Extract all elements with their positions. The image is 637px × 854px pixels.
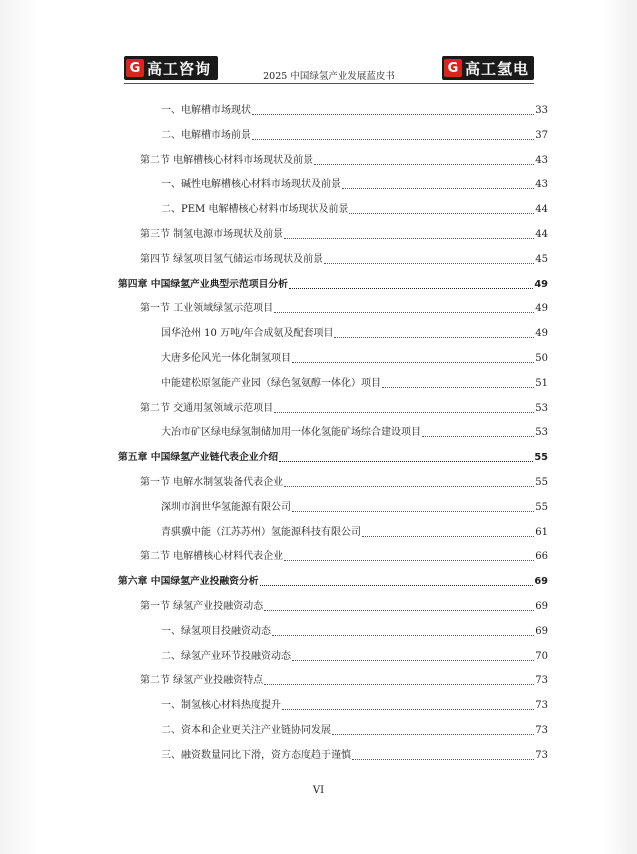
toc-subsection-entry[interactable] bbox=[118, 424, 548, 440]
logo-text: 高工咨询 bbox=[147, 59, 212, 78]
toc-chapter-entry[interactable] bbox=[118, 573, 548, 589]
toc-entry-page: 43 bbox=[535, 179, 548, 191]
toc-subsection-entry[interactable] bbox=[118, 623, 548, 639]
toc-subsection-entry[interactable] bbox=[118, 176, 548, 192]
toc-entry-title: 第二节 电解槽核心材料市场现状及前景 bbox=[140, 154, 314, 166]
toc-section-entry[interactable] bbox=[118, 672, 548, 688]
toc-entry-page: 44 bbox=[535, 229, 548, 240]
toc-entry-title: 第六章 中国绿氢产业投融资分析 bbox=[118, 576, 259, 588]
toc-section-entry[interactable] bbox=[118, 226, 548, 242]
toc-entry-page: 53 bbox=[535, 427, 548, 439]
toc-entry-title: 青骐骥中能（江苏苏州）氢能源科技有限公司 bbox=[161, 526, 361, 538]
toc-leader-dots bbox=[279, 461, 533, 462]
toc-subsection-entry[interactable] bbox=[118, 325, 548, 341]
document-title: 2025 中国绿氢产业发展蓝皮书 bbox=[263, 71, 395, 82]
toc-entry-title: 第二节 绿氢产业投融资特点 bbox=[140, 675, 264, 687]
toc-subsection-entry[interactable] bbox=[118, 747, 548, 763]
toc-section-entry[interactable] bbox=[118, 251, 548, 267]
toc-subsection-entry[interactable] bbox=[118, 201, 548, 217]
toc-entry-page: 61 bbox=[535, 526, 548, 538]
toc-leader-dots bbox=[284, 560, 534, 561]
toc-entry-title: 第二节 电解槽核心材料代表企业 bbox=[140, 551, 284, 563]
toc-section-entry[interactable] bbox=[118, 474, 548, 490]
gaogong-hydrogen-logo bbox=[442, 56, 534, 80]
toc-entry-page: 69 bbox=[534, 576, 548, 588]
toc-leader-dots bbox=[292, 362, 534, 363]
toc-entry-title: 二、资本和企业更关注产业链协同发展 bbox=[161, 725, 331, 736]
toc-subsection-entry[interactable] bbox=[118, 375, 548, 391]
toc-entry-title: 第五章 中国绿氢产业链代表企业介绍 bbox=[118, 452, 279, 464]
toc-entry-page: 55 bbox=[535, 477, 548, 488]
toc-section-entry[interactable] bbox=[118, 300, 548, 316]
toc-entry-page: 50 bbox=[535, 353, 548, 364]
toc-entry-page: 43 bbox=[535, 154, 548, 166]
toc-chapter-entry[interactable] bbox=[118, 449, 548, 465]
toc-leader-dots bbox=[382, 387, 534, 388]
logo-text: 高工氢电 bbox=[465, 59, 530, 78]
toc-entry-title: 第三节 制氢电源市场现状及前景 bbox=[140, 229, 284, 240]
toc-leader-dots bbox=[274, 412, 534, 413]
toc-entry-title: 大冶市矿区绿电绿氢制储加用一体化氢能矿场综合建设项目 bbox=[161, 427, 421, 439]
toc-leader-dots bbox=[289, 288, 533, 289]
toc-leader-dots bbox=[292, 660, 534, 661]
toc-entry-page: 37 bbox=[535, 129, 548, 141]
toc-entry-page: 69 bbox=[535, 601, 548, 612]
toc-entry-title: 深圳市润世华氢能源有限公司 bbox=[161, 501, 291, 513]
toc-leader-dots bbox=[284, 238, 534, 239]
toc-entry-page: 66 bbox=[535, 551, 548, 563]
toc-leader-dots bbox=[324, 263, 534, 264]
toc-leader-dots bbox=[352, 759, 534, 760]
toc-leader-dots bbox=[264, 610, 534, 611]
toc-subsection-entry[interactable] bbox=[118, 127, 548, 143]
toc-entry-title: 第二节 交通用氢领域示范项目 bbox=[140, 402, 274, 414]
toc-entry-title: 第四章 中国绿氢产业典型示范项目分析 bbox=[118, 278, 288, 290]
toc-leader-dots bbox=[282, 709, 534, 710]
toc-entry-title: 二、PEM 电解槽核心材料市场现状及前景 bbox=[161, 204, 349, 216]
toc-leader-dots bbox=[274, 312, 534, 313]
toc-chapter-entry[interactable] bbox=[118, 276, 548, 292]
toc-leader-dots bbox=[252, 139, 534, 140]
toc-entry-page: 49 bbox=[534, 278, 548, 290]
toc-entry-page: 69 bbox=[535, 625, 548, 637]
toc-leader-dots bbox=[422, 436, 534, 437]
toc-entry-page: 53 bbox=[535, 402, 548, 414]
toc-subsection-entry[interactable] bbox=[118, 102, 548, 118]
toc-leader-dots bbox=[332, 734, 534, 735]
toc-entry-title: 国华沧州 10 万吨/年合成氨及配套项目 bbox=[161, 328, 334, 340]
toc-entry-page: 73 bbox=[535, 675, 548, 687]
toc-entry-title: 中能建松原氢能产业园（绿色氢氨醇一体化）项目 bbox=[161, 377, 381, 389]
toc-section-entry[interactable] bbox=[118, 598, 548, 614]
toc-subsection-entry[interactable] bbox=[118, 648, 548, 664]
toc-entry-page: 51 bbox=[535, 377, 548, 389]
toc-leader-dots bbox=[314, 164, 534, 165]
toc-entry-title: 一、碱性电解槽核心材料市场现状及前景 bbox=[161, 179, 341, 191]
toc-entry-title: 第四节 绿氢项目氢气储运市场现状及前景 bbox=[140, 253, 324, 265]
toc-leader-dots bbox=[334, 337, 534, 338]
toc-leader-dots bbox=[284, 486, 534, 487]
toc-subsection-entry[interactable] bbox=[118, 722, 548, 738]
toc-subsection-entry[interactable] bbox=[118, 697, 548, 713]
toc-leader-dots bbox=[342, 188, 534, 189]
header-divider bbox=[124, 83, 534, 84]
toc-subsection-entry[interactable] bbox=[118, 499, 548, 515]
toc-entry-title: 二、电解槽市场前景 bbox=[161, 129, 251, 141]
toc-leader-dots bbox=[292, 511, 534, 512]
toc-entry-title: 二、绿氢产业环节投融资动态 bbox=[161, 650, 291, 662]
toc-entry-page: 45 bbox=[535, 253, 548, 265]
toc-entry-page: 55 bbox=[534, 452, 548, 464]
toc-section-entry[interactable] bbox=[118, 152, 548, 168]
logo-mark: G bbox=[444, 59, 462, 77]
toc-leader-dots bbox=[264, 684, 534, 685]
toc-entry-title: 三、融资数量同比下滑，资方态度趋于谨慎 bbox=[161, 749, 351, 761]
toc-entry-title: 一、制氢核心材料热度提升 bbox=[161, 700, 281, 712]
toc-section-entry[interactable] bbox=[118, 400, 548, 416]
toc-entry-title: 第一节 绿氢产业投融资动态 bbox=[140, 601, 264, 612]
toc-subsection-entry[interactable] bbox=[118, 350, 548, 366]
toc-entry-page: 33 bbox=[535, 105, 548, 116]
toc-entry-title: 大唐多伦风光一体化制氢项目 bbox=[161, 353, 291, 364]
toc-entry-title: 第一节 电解水制氢装备代表企业 bbox=[140, 477, 284, 488]
toc-entry-page: 49 bbox=[535, 328, 548, 340]
page-header bbox=[124, 56, 534, 86]
toc-leader-dots bbox=[252, 114, 534, 115]
toc-subsection-entry[interactable] bbox=[118, 524, 548, 540]
page-number: VI bbox=[312, 785, 325, 796]
toc-entry-title: 一、电解槽市场现状 bbox=[161, 105, 251, 116]
toc-entry-title: 一、绿氢项目投融资动态 bbox=[161, 625, 271, 637]
toc-entry-page: 73 bbox=[535, 700, 548, 712]
toc-section-entry[interactable] bbox=[118, 548, 548, 564]
toc-leader-dots bbox=[349, 213, 534, 214]
toc-leader-dots bbox=[272, 635, 534, 636]
toc-entry-title: 第一节 工业领域绿氢示范项目 bbox=[140, 303, 274, 315]
toc-entry-page: 70 bbox=[535, 650, 548, 662]
toc-entry-page: 73 bbox=[535, 725, 548, 736]
toc-leader-dots bbox=[260, 585, 534, 586]
toc-entry-page: 55 bbox=[535, 501, 548, 513]
toc-entry-page: 44 bbox=[535, 204, 548, 216]
toc-leader-dots bbox=[362, 536, 534, 537]
logo-mark: G bbox=[126, 59, 144, 77]
toc-entry-page: 73 bbox=[535, 749, 548, 761]
toc-entry-page: 49 bbox=[535, 303, 548, 315]
